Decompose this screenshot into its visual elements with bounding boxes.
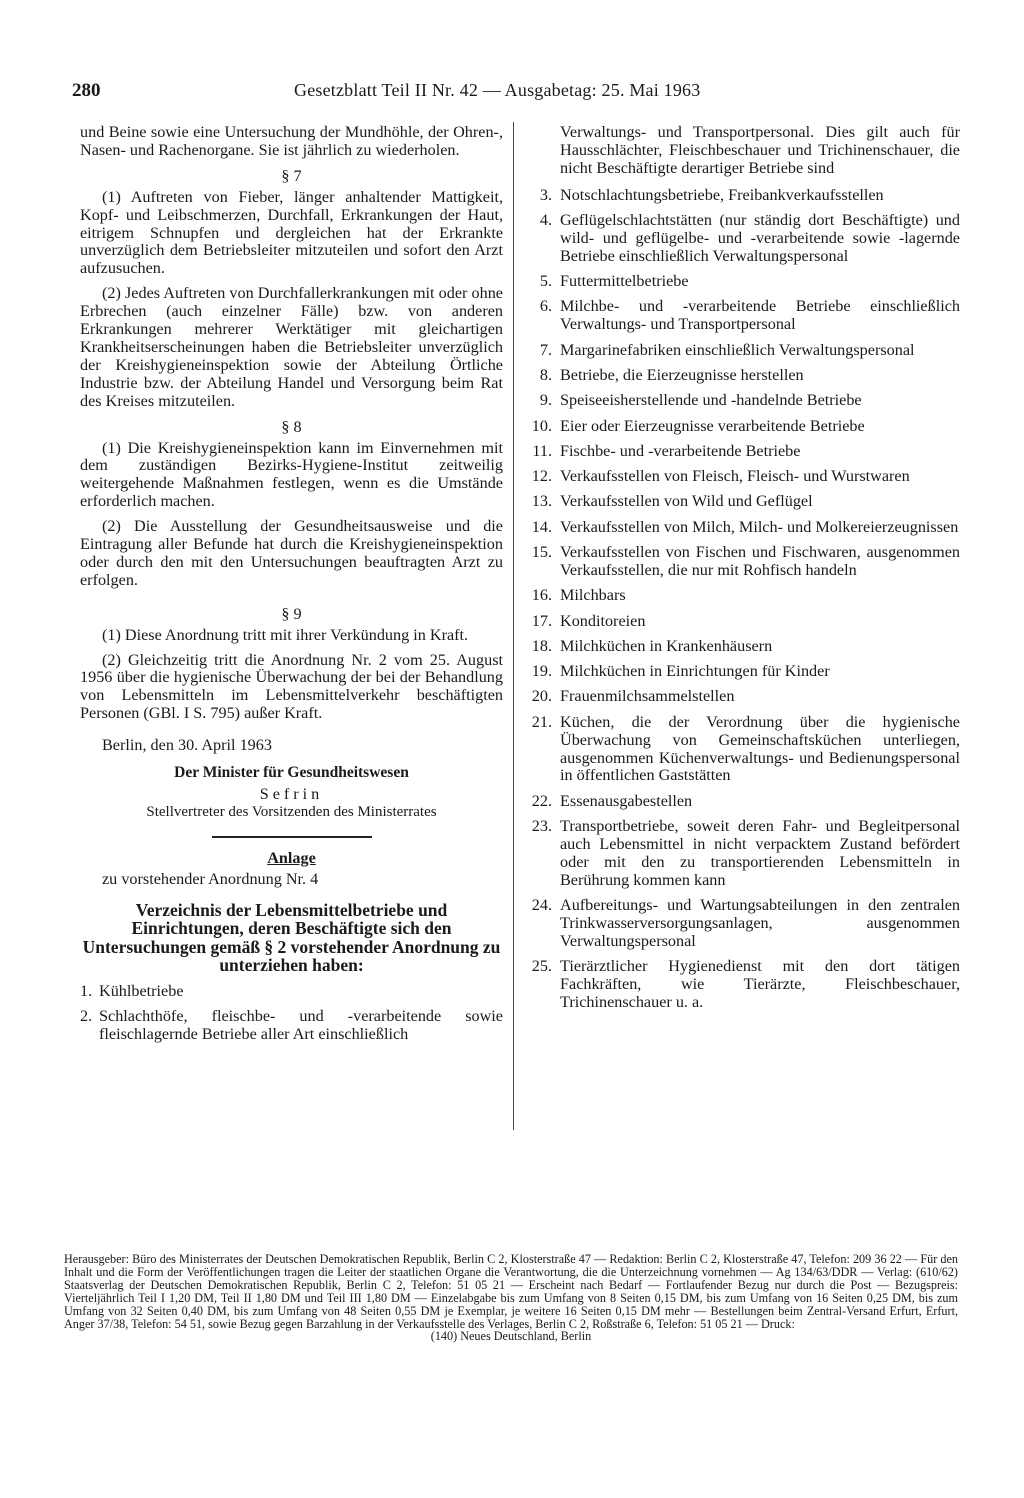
- gazette-title: Gesetzblatt Teil II Nr. 42 — Ausgabetag: 25. Mai 1963: [294, 80, 701, 100]
- list-item-text: Verkaufsstellen von Wild und Geflügel: [560, 492, 813, 511]
- place-date: Berlin, den 30. April 1963: [102, 736, 272, 755]
- list-item: [528, 714, 960, 786]
- list-item-text: Geflügelschlachtstätten (nur ständig dort Beschäftigte) und wild- und geflügelbe- und -verarbeitende sowie -lagernde Betriebe einschließlich Verwaltungspersonal: [560, 211, 960, 265]
- list-item-number: 18.: [531, 636, 552, 655]
- list-item: [528, 493, 960, 511]
- list-item: [528, 793, 960, 811]
- list-item-number: 12.: [531, 467, 552, 486]
- list-item: [80, 983, 503, 1001]
- list-item: [528, 468, 960, 486]
- anlage-subtitle: zu vorstehender Anordnung Nr. 4: [102, 869, 319, 888]
- list-item-number: 20.: [531, 687, 552, 706]
- list-item-text: Betriebe, die Eierzeugnisse herstellen: [560, 365, 804, 384]
- list-item: [528, 443, 960, 461]
- list-item-text: Aufbereitungs- und Wartungsabteilungen in den zentralen Trinkwasserversorgungsanlagen, ausgenommen Verwaltungspersonal: [560, 896, 960, 950]
- list-item-text: Tierärztlicher Hygienedienst mit den dort tätigen Fachkräften, wie Tierärzte, Fleischbeschauer, Trichinenschauer u. a.: [560, 957, 960, 1011]
- list-item-text: Konditoreien: [560, 611, 646, 630]
- list-item-text: Kühlbetriebe: [99, 981, 184, 1000]
- list-item-text: Milchküchen in Krankenhäusern: [560, 636, 773, 655]
- section-8-paragraph-2: (2) Die Ausstellung der Gesundheitsausweise und die Eintragung aller Befunde hat durch die Kreishygieneinspektion oder durch den mit den Untersuchungen beauftragten Arzt zu erfolgen.: [80, 517, 503, 589]
- list-item-number: 24.: [531, 896, 552, 915]
- list-item-number: 2.: [80, 1006, 93, 1025]
- list-item-text: Notschlachtungsbetriebe, Freibankverkaufsstellen: [560, 185, 884, 204]
- list-item-text: Küchen, die der Verordnung über die hygienische Überwachung von Gemeinschaftsküchen unterliegen, ausgenommen Küchenverwaltungs- und Bedienungspersonal in öffentlichen Gaststätten: [560, 712, 960, 785]
- list-item-number: 6.: [539, 297, 552, 316]
- list-item-continuation: [528, 124, 960, 178]
- list-item-text: Transportbetriebe, soweit deren Fahr- und Begleitpersonal auch Lebensmittel in nicht verpacktem Zustand befördert oder mit den zu transportierenden Lebensmitteln in Berührung kommen kann: [560, 817, 960, 889]
- section-7-paragraph-2: (2) Jedes Auftreten von Durchfallerkrankungen mit oder ohne Erbrechen (auch einzelner Fälle) bzw. von anderen Erkrankungen mehrerer Werktätiger mit gleichartigen Krankheitserscheinungen haben die Betriebsleiter unverzüglich der Kreishygieneinspektion sowie der Abteilung Örtliche Industrie bzw. der Abteilung Handel und Versorgung beim Rat des Kreises mitzuteilen.: [80, 284, 503, 410]
- right-column: [528, 124, 960, 1019]
- list-item: [528, 638, 960, 656]
- section-8-paragraph-1: (1) Die Kreishygieneinspektion kann im Einvernehmen mit dem zuständigen Bezirks-Hygiene-Institut zeitweilig weitergehende Maßnahmen festlegen, wenn es die Umstände erforderlich machen.: [80, 438, 503, 511]
- list-item: [528, 587, 960, 605]
- minister-title: Der Minister für Gesundheitswesen: [174, 764, 409, 782]
- list-item: [528, 418, 960, 436]
- list-item-text: Verkaufsstellen von Milch, Milch- und Molkereierzeugnissen: [560, 517, 959, 536]
- list-item-number: 25.: [531, 957, 552, 976]
- footer-printer: (140) Neues Deutschland, Berlin: [430, 1329, 592, 1344]
- signature-title: Stellvertreter des Vorsitzenden des Ministerrates: [146, 803, 437, 820]
- list-item-text: Verkaufsstellen von Fleisch, Fleisch- und Wurstwaren: [560, 467, 910, 486]
- list-item-text: Margarinefabriken einschließlich Verwaltungspersonal: [560, 340, 915, 359]
- list-item: [528, 187, 960, 205]
- list-item-number: 16.: [531, 586, 552, 605]
- section-9-paragraph-2: (2) Gleichzeitig tritt die Anordnung Nr. 2 vom 25. August 1956 über die hygienische Überwachung der bei der Behandlung von Lebensmitteln im Lebensmittelverkehr beschäftigten Personen (GBl. I S. 795) außer Kraft.: [80, 650, 503, 723]
- list-item: [528, 367, 960, 385]
- list-item-number: 14.: [531, 517, 552, 536]
- list-item-number: 11.: [532, 441, 552, 460]
- list-item-number: 1.: [80, 981, 93, 1000]
- intro-paragraph: und Beine sowie eine Untersuchung der Mundhöhle, der Ohren-, Nasen- und Rachenorgane. Sie ist jährlich zu wiederholen.: [80, 123, 503, 159]
- list-item-number: 13.: [531, 492, 552, 511]
- list-item: [528, 212, 960, 266]
- directory-title: Verzeichnis der Lebensmittelbetriebe und Einrichtungen, deren Beschäftigte sich den Untersuchungen gemäß § 2 vorstehender Anordnung zu unterziehen haben:: [82, 899, 501, 976]
- list-item-number: 15.: [531, 543, 552, 561]
- list-item-text: Verkaufsstellen von Fischen und Fischwaren, ausgenommen Verkaufsstellen, die nur mit Rohfisch handeln: [560, 543, 960, 579]
- section-9-heading: § 9: [281, 604, 302, 623]
- section-9-paragraph-1: (1) Diese Anordnung tritt mit ihrer Verkündung in Kraft.: [102, 625, 469, 644]
- directory-list-left: [80, 983, 503, 1044]
- list-item: [528, 818, 960, 890]
- publisher-footer: [64, 1253, 958, 1343]
- signature-name: Sefrin: [259, 785, 324, 803]
- list-item: [528, 958, 960, 1012]
- list-item-number: 22.: [531, 791, 552, 810]
- list-item-text: Milchbars: [560, 586, 626, 605]
- list-item-text: Schlachthöfe, fleischbe- und -verarbeitende sowie fleischlagernde Betriebe aller Art einschließlich: [99, 1006, 503, 1043]
- list-item: [528, 342, 960, 360]
- list-item: [528, 392, 960, 410]
- footer-text: Herausgeber: Büro des Ministerrates der Deutschen Demokratischen Republik, Berlin C 2, Klosterstraße 47 — Redaktion: Berlin C 2, Klosterstraße 47, Telefon: 209 36 22 — Für den Inhalt und die Form der Veröffentlichungen tragen die Leiter der staatlichen Organe die Verantwortung, die die Unterzeichnung vornehmen — Ag 134/63/DDR — Verlag: (610/62) Staatsverlag der Deutschen Demokratischen Republik, Berlin C 2, Telefon: 51 05 21 — Erscheint nach Bedarf — Fortlaufender Bezug nur durch die Post — Bezugspreis: Vierteljährlich Teil I 1,20 DM, Teil II 1,80 DM und Teil III 1,80 DM — Einzelabgabe bis zum Umfang von 8 Seiten 0,15 DM, bis zum Umfang von 16 Seiten 0,25 DM, bis zum Umfang von 32 Seiten 0,40 DM, bis zum Umfang von 48 Seiten 0,55 DM je Exemplar, je weitere 16 Seiten 0,15 DM mehr — Bestellungen beim Zentral-Versand Erfurt, Erfurt, Anger 37/38, Telefon: 54 51, sowie Bezug gegen Barzahlung in der Verkaufsstelle des Verlages, Berlin C 2, Roßstraße 6, Telefon: 51 05 21 — Druck:: [64, 1252, 958, 1331]
- list-item: [528, 298, 960, 334]
- page-number: 280: [72, 80, 101, 101]
- list-item-text: Speiseeisherstellende und -handelnde Betriebe: [560, 391, 862, 410]
- list-item-number: 17.: [531, 611, 552, 630]
- list-item: [528, 273, 960, 291]
- list-item-number: 4.: [539, 211, 552, 230]
- list-item-number: 3.: [539, 185, 552, 204]
- list-item-text: Essenausgabestellen: [560, 791, 693, 810]
- list-item-number: 10.: [531, 416, 552, 435]
- list-item-number: 5.: [539, 272, 552, 291]
- list-item-number: 7.: [539, 340, 552, 359]
- list-item-number: 19.: [531, 662, 552, 681]
- list-item: [528, 544, 960, 580]
- list-item: [528, 613, 960, 631]
- list-item-text: Verwaltungs- und Transportpersonal. Dies gilt auch für Hausschlächter, Fleischbeschauer und Trichinenschauer, die nicht Beschäftigte derartiger Betriebe sind: [560, 123, 960, 177]
- list-item-text: Futtermittelbetriebe: [560, 272, 689, 291]
- left-column: [80, 124, 503, 1051]
- list-item-number: 9.: [539, 391, 552, 410]
- list-item-number: 23.: [531, 817, 552, 835]
- list-item-number: 8.: [539, 365, 552, 384]
- anlage-heading: Anlage: [267, 848, 316, 867]
- separator-rule: [212, 836, 372, 838]
- section-7-paragraph-1: (1) Auftreten von Fieber, länger anhaltender Mattigkeit, Kopf- und Leibschmerzen, Durchfall, Erkrankungen der Haut, eitrigem Schnupfen und dergleichen hat der Erkrankte unverzüglich dem Betriebsleiter mitzuteilen und sofort den Arzt aufzusuchen.: [80, 187, 503, 278]
- list-item: [528, 897, 960, 951]
- column-divider: [513, 122, 514, 1130]
- section-7-heading: § 7: [281, 166, 302, 185]
- list-item-text: Fischbe- und -verarbeitende Betriebe: [560, 441, 801, 460]
- page-header: [72, 80, 962, 106]
- list-item-text: Eier oder Eierzeugnisse verarbeitende Betriebe: [560, 416, 865, 435]
- list-item-number: 21.: [531, 712, 552, 731]
- section-8-heading: § 8: [281, 417, 302, 436]
- list-item-text: Milchbe- und -verarbeitende Betriebe einschließlich Verwaltungs- und Transportpersonal: [560, 297, 960, 334]
- list-item: [528, 688, 960, 706]
- list-item: [80, 1008, 503, 1044]
- list-item-text: Frauenmilchsammelstellen: [560, 687, 735, 706]
- list-item: [528, 519, 960, 537]
- list-item: [528, 663, 960, 681]
- list-item-text: Milchküchen in Einrichtungen für Kinder: [560, 662, 830, 681]
